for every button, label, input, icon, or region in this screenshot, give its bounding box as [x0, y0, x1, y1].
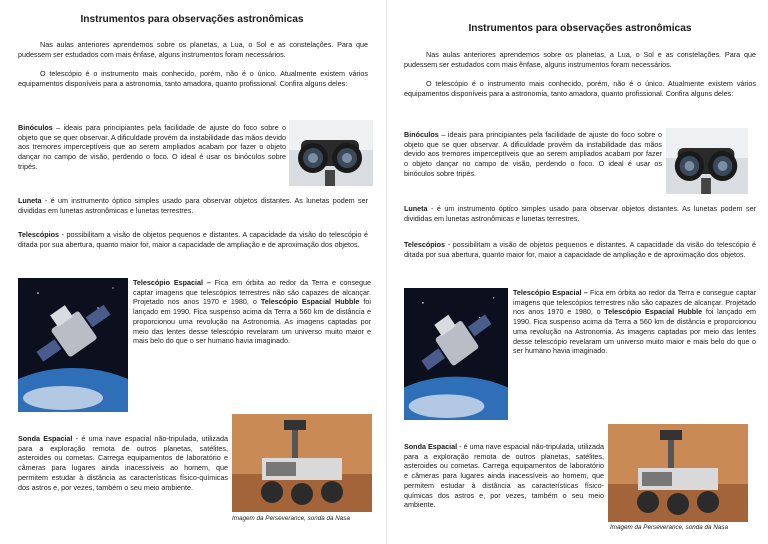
luneta-paragraph: Luneta - é um instrumento óptico simples usado para observar objetos distantes. As lunetas podem ser divididas em lunetas astronômicas e lunetas terrestres. [404, 204, 756, 223]
intro-paragraph-2: O telescópio é o instrumento mais conhecido, porém, não é o único. Atualmente existem vários equipamentos disponíveis para a astronomia, tanto amadora, quanto profissional. Confira alguns deles: [404, 79, 756, 98]
intro-paragraph-1: Nas aulas anteriores aprendemos sobre os planetas, a Lua, o Sol e as constelações. Para que pudessem ser estudados com mais ênfase, alguns instrumentos foram necessários. [404, 50, 756, 69]
binoculos-paragraph: Binóculos – ideais para principiantes pela facilidade de ajuste do foco sobre o objeto que se quer observar. A dificuldade provém da instabilidade das mãos devido aos tremores imperceptíveis que ao serem ampliados acabam por fazer o objeto dançar no campo de visão, perdendo o foco. O ideal é usar os binóculos sobre tripés. [18, 123, 286, 171]
perseverance-rover-photo [608, 424, 748, 522]
page-title: Instrumentos para observações astronômicas [80, 14, 304, 25]
binoculars-photo [289, 120, 373, 186]
page-divider [386, 0, 387, 544]
sonda-paragraph: Sonda Espacial - é uma nave espacial não-tripulada, utilizada para a exploração remota de outros planetas, satélites, asteroides ou cometas. Carrega equipamentos de laboratório e câmeras para lugares ainda inacessíveis ao homem, que permitem estudar à distância as características físico-químicas dos astros e, por vezes, também o seu meio ambiente. [404, 442, 604, 510]
telescopios-paragraph: Telescópios - possibilitam a visão de objetos pequenos e distantes. A capacidade da visão do telescópio é ditada por sua abertura, quanto maior for, maior a capacidade de ampliação e de aproximação dos objetos. [404, 240, 756, 259]
luneta-paragraph: Luneta - é um instrumento óptico simples usado para observar objetos distantes. As lunetas podem ser divididas em lunetas astronômicas e lunetas terrestres. [18, 196, 368, 215]
telescopio-espacial-paragraph: Telescópio Espacial – Fica em órbita ao redor da Terra e consegue captar imagens que telescópios terrestres não são capazes de alcançar. Projetado nos anos 1970 e 1980, o Telescópio Espacial Hubble foi lançado em 1990. Fica suspenso acima da Terra a 560 km de distância e proporcionou uma revolução na Astronomia. As imagens captadas por meio das lentes desse telescópio revelaram um universo muito maior e mais belo do que o ser humano havia imaginado. [133, 278, 372, 346]
sonda-paragraph: Sonda Espacial - é uma nave espacial não-tripulada, utilizada para a exploração remota de outros planetas, satélites, asteroides ou cometas. Carrega equipamentos de laboratório e câmeras para lugares ainda inacessíveis ao homem, que permitem estudar à distância as características físico-químicas dos astros e, por vezes, também o seu meio ambiente. [18, 434, 228, 492]
telescopio-espacial-paragraph: Telescópio Espacial – Fica em órbita ao redor da Terra e consegue captar imagens que telescópios terrestres não são capazes de alcançar. Projetado nos anos 1970 e 1980, o Telescópio Espacial Hubble foi lançado em 1990. Fica suspenso acima da Terra a 560 km de distância e proporcionou uma revolução na Astronomia. As imagens captadas por meio das lentes desse telescópio revelaram um universo muito maior e mais belo do que o ser humano havia imaginado. [513, 288, 757, 356]
telescopios-paragraph: Telescópios - possibilitam a visão de objetos pequenos e distantes. A capacidade da visão do telescópio é ditada por sua abertura, quanto maior for, maior a capacidade de ampliação e de aproximação dos objetos. [18, 230, 368, 249]
worksheet-page-right [392, 10, 768, 544]
hubble-telescope-photo [404, 288, 508, 420]
intro-paragraph-1: Nas aulas anteriores aprendemos sobre os planetas, a Lua, o Sol e as constelações. Para que pudessem ser estudados com mais ênfase, alguns instrumentos foram necessários. [18, 40, 368, 59]
perseverance-rover-photo [232, 414, 372, 512]
binoculars-photo [666, 128, 748, 194]
intro-paragraph-2: O telescópio é o instrumento mais conhecido, porém, não é o único. Atualmente existem vários equipamentos disponíveis para a astronomia, tanto amadora, quanto profissional. Confira alguns deles: [18, 69, 368, 88]
perseverance-caption: Imagem da Perseverance, sonda da Nasa [610, 524, 728, 531]
binoculos-paragraph: Binóculos – ideais para principiantes pela facilidade de ajuste do foco sobre o objeto que se quer observar. A dificuldade provém da instabilidade das mãos devido aos tremores imperceptíveis que ao serem ampliados acabam por fazer o objeto dançar no campo de visão, perdendo o foco. O ideal é usar os binóculos sobre tripés. [404, 130, 662, 178]
hubble-telescope-photo [18, 278, 128, 412]
perseverance-caption: Imagem da Perseverance, sonda da Nasa [232, 515, 350, 522]
page-title: Instrumentos para observações astronômicas [468, 23, 692, 34]
